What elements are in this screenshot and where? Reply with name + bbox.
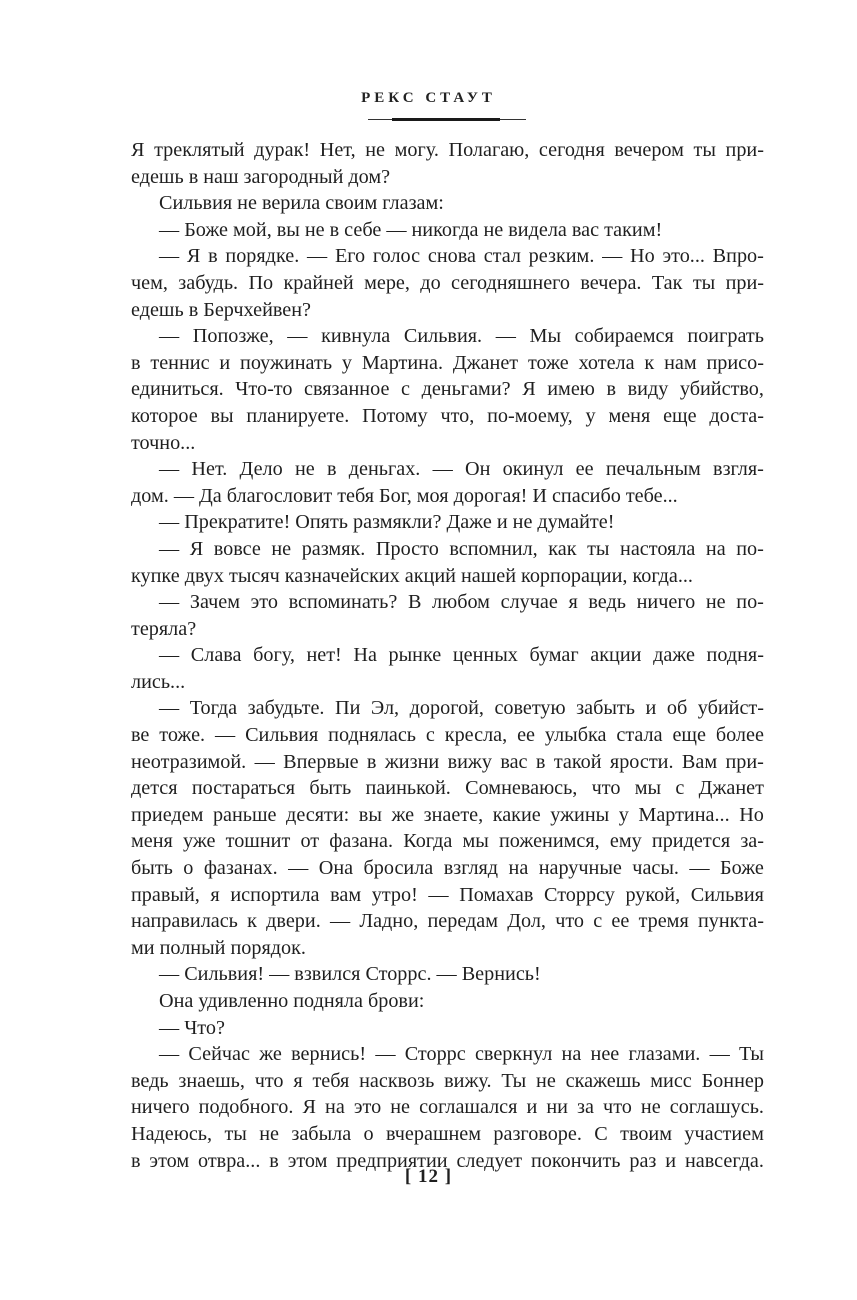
text-line: — Что? xyxy=(159,1016,225,1039)
text-line: — Я в порядке. — Его голос снова стал резким. — Но это... Впро- xyxy=(159,245,764,268)
text-line: — Тогда забудьте. Пи Эл, дорогой, советую забыть и об убийст- xyxy=(159,697,764,720)
text-line: ничего подобного. Я на это не соглашался и ни за что не соглашусь. xyxy=(131,1096,764,1119)
text-line: чем, забудь. По крайней мере, до сегодняшнего вечера. Так ты при- xyxy=(131,271,764,294)
text-line: приедем раньше десяти: вы же знаете, какие ужины у Мартина... Но xyxy=(131,803,764,826)
text-line: дется постараться быть паинькой. Сомневаюсь, что мы с Джанет xyxy=(131,777,764,800)
text-line: едешь в наш загородный дом? xyxy=(131,165,391,188)
text-line: единиться. Что-то связанное с деньгами? Я имею в виду убийство, xyxy=(131,378,764,401)
text-line: в теннис и поужинать у Мартина. Джанет тоже хотела к нам присо- xyxy=(131,351,764,374)
text-line: — Нет. Дело не в деньгах. — Он окинул ее печальным взгля- xyxy=(159,458,764,481)
text-line: направилась к двери. — Ладно, передам Дол, что с ее тремя пункта- xyxy=(131,910,764,933)
text-line: — Попозже, — кивнула Сильвия. — Мы собираемся поиграть xyxy=(159,325,764,348)
header-rule-accent xyxy=(392,118,500,121)
text-line: ве тоже. — Сильвия поднялась с кресла, ее улыбка стала еще более xyxy=(131,724,764,747)
text-line: дом. — Да благословит тебя Бог, моя дорогая! И спасибо тебе... xyxy=(131,484,678,507)
text-line: Она удивленно подняла брови: xyxy=(159,990,425,1012)
text-line: — Прекратите! Опять размякли? Даже и не думайте! xyxy=(159,511,615,534)
text-line: неотразимой. — Впервые в жизни вижу вас в такой ярости. Вам при- xyxy=(131,750,764,773)
text-line: Сильвия не верила своим глазам: xyxy=(159,192,444,215)
text-line: Я треклятый дурак! Нет, не могу. Полагаю, сегодня вечером ты при- xyxy=(131,139,764,161)
running-header: РЕКС СТАУТ xyxy=(361,90,496,106)
text-line: лись... xyxy=(131,670,186,693)
text-line: в этом отвра... в этом предприятии следует покончить раз и навсегда. xyxy=(131,1149,764,1172)
text-line: — Сейчас же вернись! — Сторрс сверкнул на нее глазами. — Ты xyxy=(159,1043,764,1066)
text-line: ведь знаешь, что я тебя насквозь вижу. Ты не скажешь мисс Боннер xyxy=(131,1069,764,1092)
text-line: — Слава богу, нет! На рынке ценных бумаг акции даже подня- xyxy=(159,644,764,667)
text-line: — Сильвия! — взвился Сторрс. — Вернись! xyxy=(159,963,541,986)
text-line: меня уже тошнит от фазана. Когда мы поженимся, ему придется за- xyxy=(131,830,764,853)
text-line: Надеюсь, ты не забыла о вчерашнем разговоре. С твоим участием xyxy=(131,1122,764,1145)
page-number: [ 12 ] xyxy=(404,1166,453,1187)
text-line: быть о фазанах. — Она бросила взгляд на наручные часы. — Боже xyxy=(131,857,764,880)
text-line: правый, я испортила вам утро! — Помахав Сторрсу рукой, Сильвия xyxy=(131,883,764,906)
text-line: — Боже мой, вы не в себе — никогда не видела вас таким! xyxy=(159,218,663,241)
text-line: — Я вовсе не размяк. Просто вспомнил, как ты настояла на по- xyxy=(159,537,764,560)
text-line: которое вы планируете. Потому что, по-моему, у меня еще доста- xyxy=(131,404,764,427)
text-line: теряла? xyxy=(131,617,197,640)
text-body xyxy=(131,137,764,1174)
text-line: купке двух тысяч казначейских акций нашей корпорации, когда... xyxy=(131,564,693,587)
text-line: точно... xyxy=(131,431,196,454)
text-line: едешь в Берчхейвен? xyxy=(131,298,312,321)
text-line: ми полный порядок. xyxy=(131,936,306,959)
text-line: — Зачем это вспоминать? В любом случае я ведь ничего не по- xyxy=(159,591,764,614)
